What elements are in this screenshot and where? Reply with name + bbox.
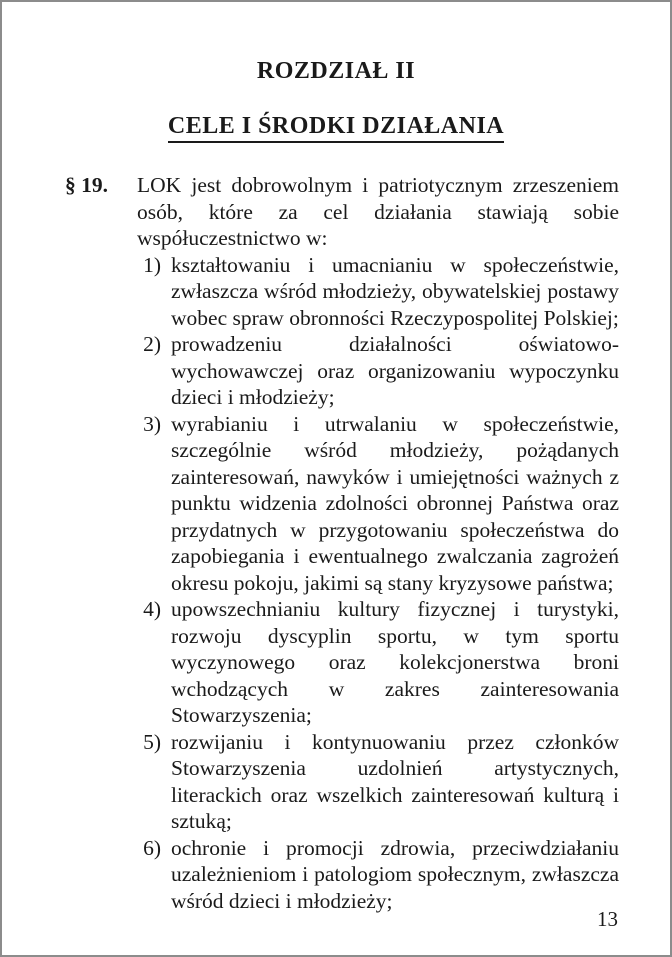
list-item [137, 835, 619, 915]
section-heading-text: CELE I ŚRODKI DZIAŁANIA [168, 113, 504, 143]
list-item [137, 411, 619, 597]
item-number: 5) [143, 729, 161, 754]
item-text: wyrabianiu i utrwalaniu w społeczeństwie, szczególnie wśród młodzieży, pożądanych zainteresowań, nawyków i umiejętności ważnych z punktu widzenia zdolności obronnej Państwa oraz przydatnych w przygotowaniu społeczeństwa do zapobiegania i ewentualnego zwalczania zagrożeń okresu pokoju, jakimi są stany kryzysowe państwa; [171, 411, 619, 595]
list-item [137, 252, 619, 332]
list-item [137, 331, 619, 411]
item-number: 4) [143, 597, 161, 621]
chapter-title: ROZDZIAŁ II [256, 58, 416, 84]
item-text: upowszechnianiu kultury fizycznej i turystyki, rozwoju dyscyplin sportu, w tym sportu wyczynowego oraz kolekcjonerstwa broni wchodzących w zakres zainteresowania Stowarzyszenia; [171, 597, 619, 727]
paragraph-intro-row [65, 172, 619, 252]
paragraph-19 [65, 172, 619, 914]
item-text: prowadzeniu działalności oświatowo-wychowawczej oraz organizowaniu wypoczynku dzieci i młodzieży; [171, 332, 619, 409]
paragraph-number: § 19. [65, 173, 108, 197]
item-number: 1) [143, 252, 161, 277]
list-item [137, 596, 619, 729]
item-list [65, 252, 619, 915]
paragraph-intro: LOK jest dobrowolnym i patriotycznym zrzeszeniem osób, które za cel działania stawiają sobie współuczestnictwo w: [137, 173, 619, 250]
list-item [137, 729, 619, 835]
item-text: rozwijaniu i kontynuowaniu przez członków Stowarzyszenia uzdolnień artystycznych, literackich oraz wszelkich zainteresowań kulturą i sztuką; [171, 729, 619, 833]
item-number: 6) [143, 835, 161, 860]
item-number: 2) [143, 332, 161, 356]
page-number: 13 [597, 907, 618, 931]
section-heading [2, 113, 670, 140]
item-text: ochronie i promocji zdrowia, przeciwdziałaniu uzależnieniom i patologiom społecznym, zwłaszcza wśród dzieci i młodzieży; [171, 835, 619, 913]
item-number: 3) [143, 411, 161, 436]
item-text: kształtowaniu i umacnianiu w społeczeństwie, zwłaszcza wśród młodzieży, obywatelskiej postawy wobec spraw obronności Rzeczypospolitej Polskiej; [171, 252, 619, 330]
